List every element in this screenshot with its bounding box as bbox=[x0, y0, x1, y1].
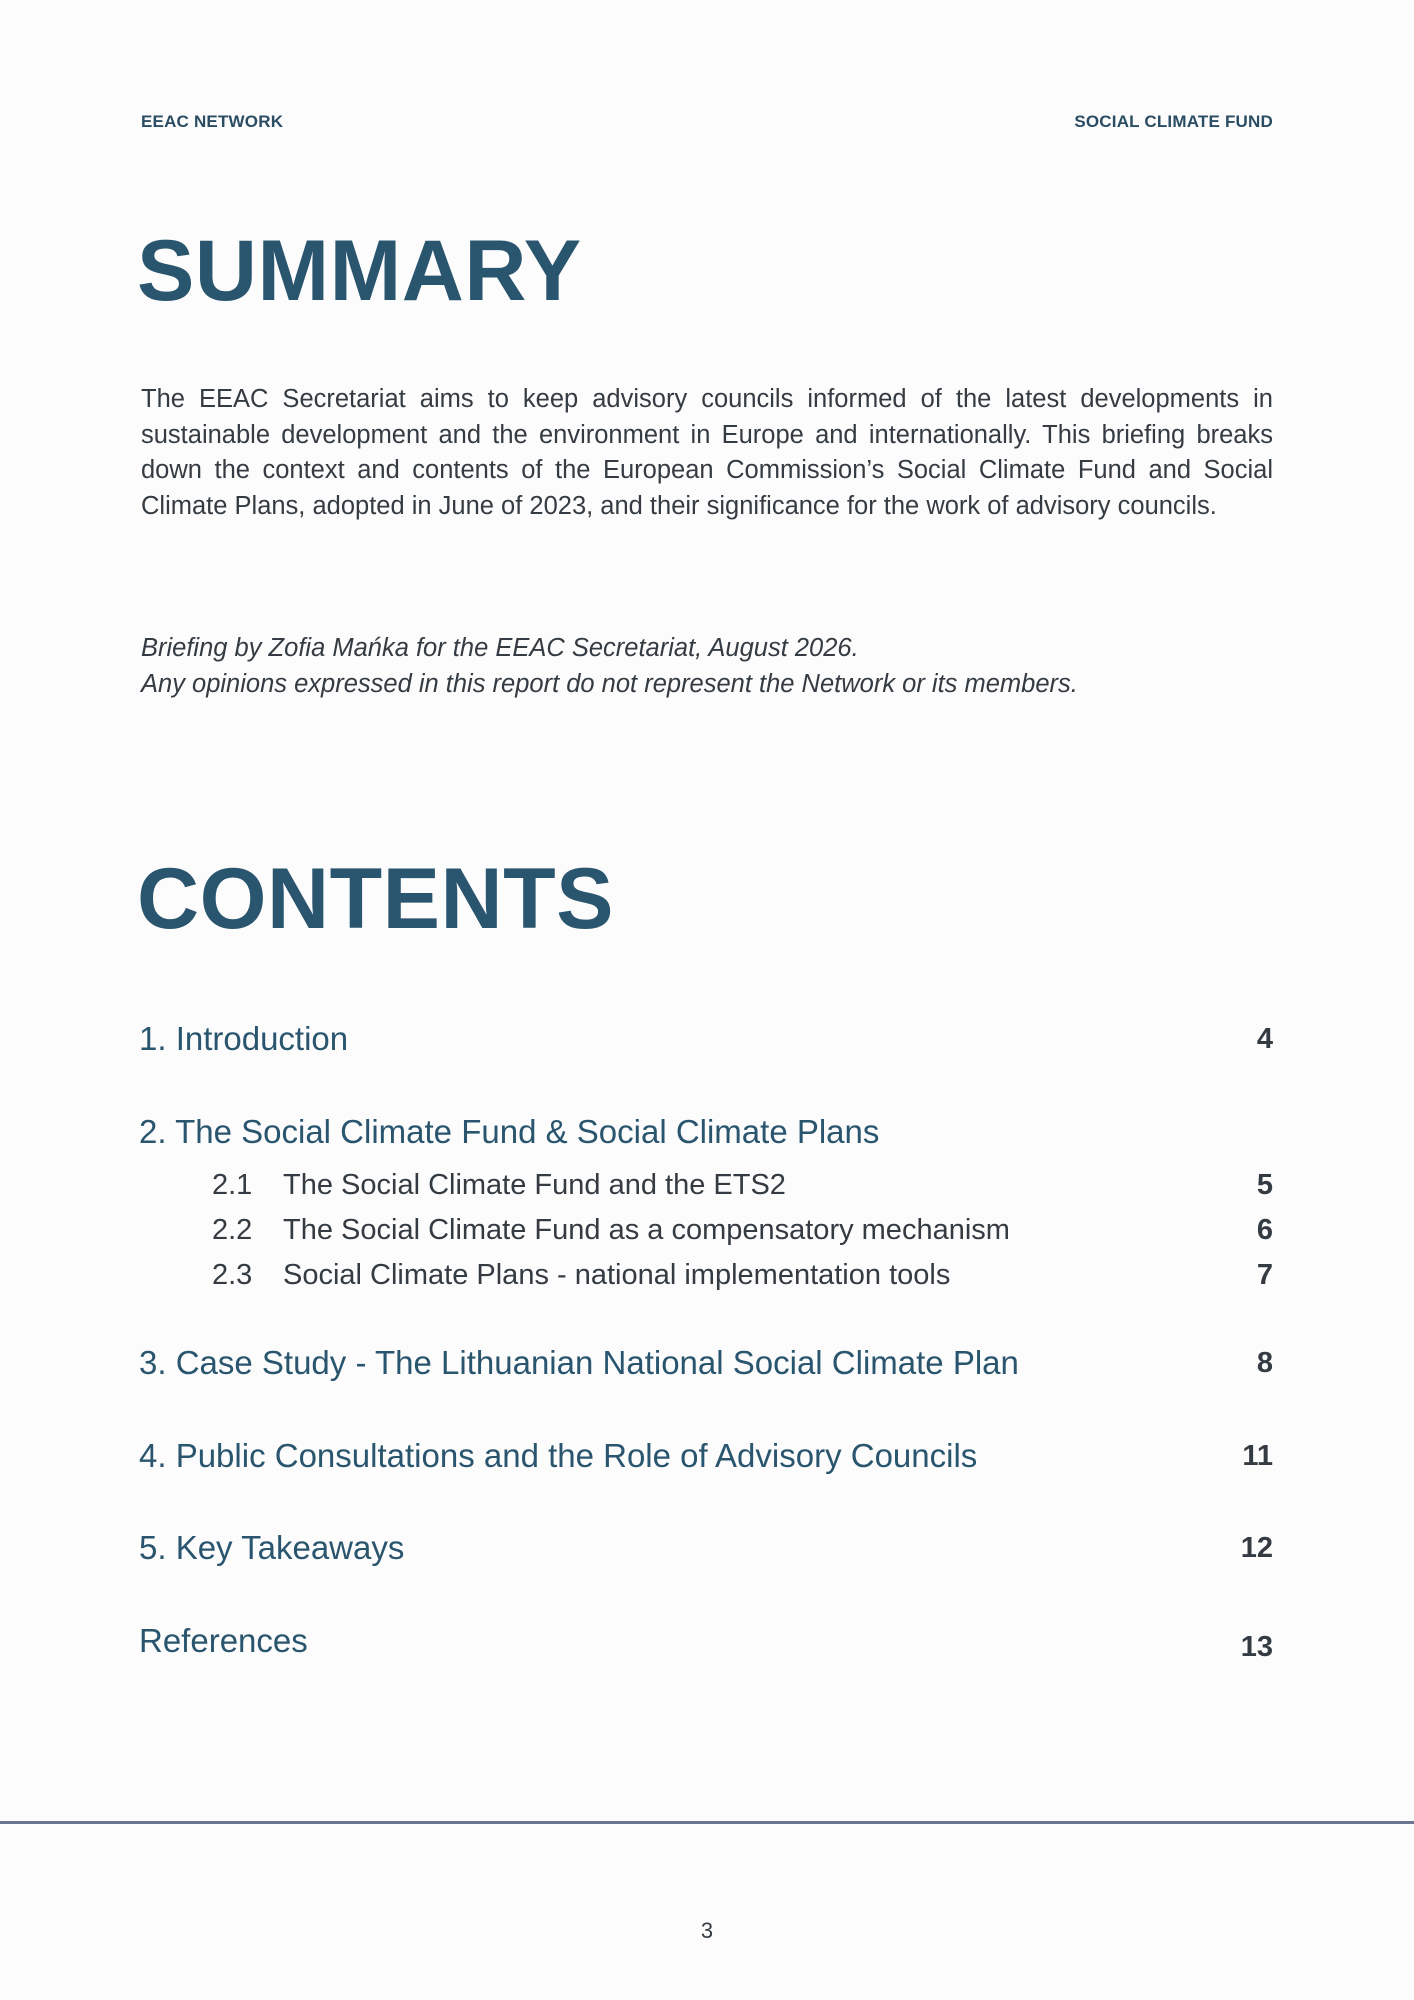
toc-entry-introduction[interactable] bbox=[139, 1017, 1273, 1061]
toc-entry-public-consultations[interactable] bbox=[139, 1434, 1273, 1478]
summary-paragraph: The EEAC Secretariat aims to keep advisory councils informed of the latest developments in sustainable development and the environment in Europe and internationally. This briefing breaks down the context and contents of the European Commission’s Social Climate Fund and Social Climate Plans, adopted in June of 2023, and their significance for the work of advisory councils. bbox=[141, 385, 1273, 520]
toc-subentry-label: Social Climate Plans - national implementation tools bbox=[283, 1258, 951, 1291]
toc-entry-page: 11 bbox=[1242, 1439, 1273, 1472]
toc-subentry-number: 2.3 bbox=[212, 1258, 253, 1291]
header-network-label: EEAC NETWORK bbox=[141, 112, 284, 131]
toc-entry-page: 13 bbox=[1240, 1630, 1273, 1663]
toc-entry-label: 3. Case Study - The Lithuanian National Social Climate Plan bbox=[139, 1344, 1019, 1381]
toc-entry-key-takeaways[interactable] bbox=[139, 1526, 1273, 1570]
header-topic-label: SOCIAL CLIMATE FUND bbox=[1074, 112, 1273, 131]
toc-entry-references[interactable] bbox=[139, 1619, 1273, 1663]
footer-divider bbox=[0, 1821, 1414, 1824]
toc-entry-page: 4 bbox=[1256, 1022, 1273, 1055]
toc-entry-page: 8 bbox=[1256, 1346, 1273, 1379]
toc-subentry-label: The Social Climate Fund and the ETS2 bbox=[283, 1168, 786, 1201]
toc-subentry-page: 6 bbox=[1256, 1213, 1273, 1246]
toc-subentry-page: 7 bbox=[1256, 1258, 1273, 1291]
toc-subentry-label: The Social Climate Fund as a compensatory mechanism bbox=[283, 1213, 1010, 1246]
toc-subentry-text bbox=[212, 1259, 950, 1292]
contents-heading: CONTENTS bbox=[137, 851, 614, 947]
toc-entry-page: 12 bbox=[1240, 1531, 1273, 1564]
byline-author: Briefing by Zofia Mańka for the EEAC Secretariat, August 2026. bbox=[141, 634, 859, 662]
toc-entry-label: 5. Key Takeaways bbox=[139, 1529, 405, 1566]
toc-entry-label: References bbox=[139, 1622, 308, 1659]
toc-subentry-2-3[interactable] bbox=[212, 1255, 1273, 1295]
toc-subentry-page: 5 bbox=[1256, 1168, 1273, 1201]
toc-subentry-number: 2.2 bbox=[212, 1213, 253, 1246]
toc-entry-label: 4. Public Consultations and the Role of Advisory Councils bbox=[139, 1437, 978, 1474]
toc-entry-social-climate-fund[interactable] bbox=[139, 1110, 1273, 1154]
byline-disclaimer: Any opinions expressed in this report do not represent the Network or its members. bbox=[141, 669, 1078, 698]
summary-heading: SUMMARY bbox=[137, 223, 582, 319]
toc-subentry-text bbox=[212, 1169, 786, 1202]
toc-subentry-2-1[interactable] bbox=[212, 1165, 1273, 1205]
page-number: 3 bbox=[700, 1918, 714, 1943]
toc-entry-case-study[interactable] bbox=[139, 1341, 1273, 1385]
toc-subentry-2-2[interactable] bbox=[212, 1210, 1273, 1250]
toc-entry-label: 2. The Social Climate Fund & Social Climate Plans bbox=[139, 1113, 880, 1150]
toc-entry-label: 1. Introduction bbox=[139, 1020, 349, 1057]
toc-subentry-number: 2.1 bbox=[212, 1168, 253, 1201]
toc-subentry-text bbox=[212, 1214, 1010, 1247]
